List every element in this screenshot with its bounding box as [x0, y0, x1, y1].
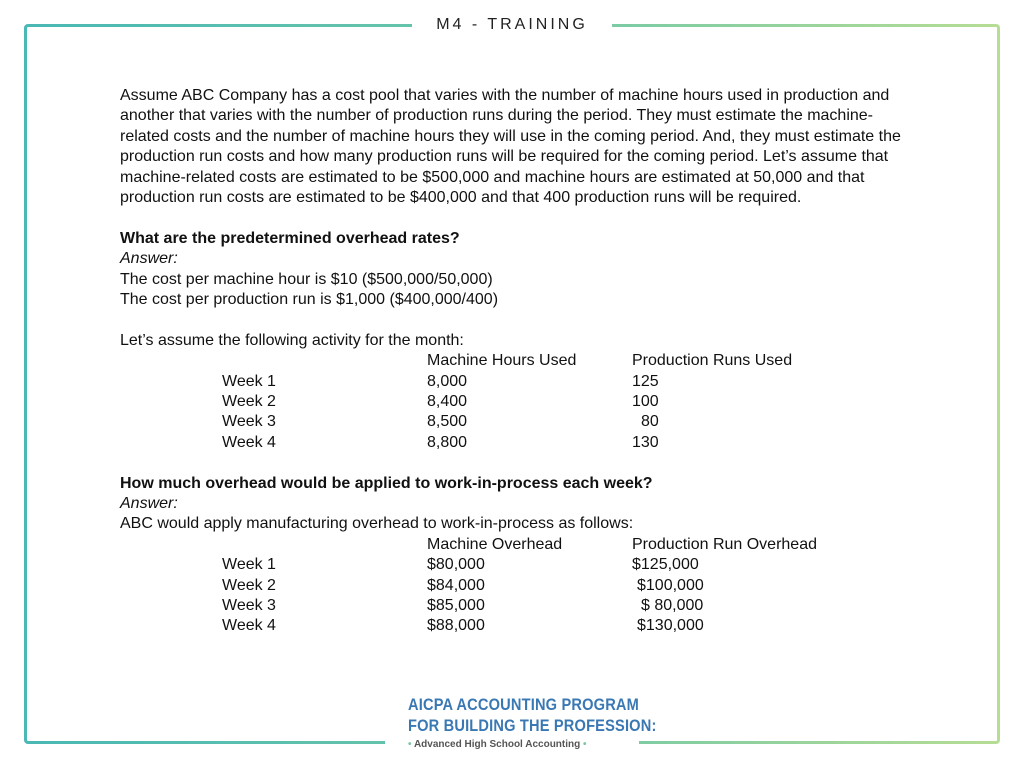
- overhead-row: [120, 576, 920, 596]
- machine-hours-value: 8,500: [427, 413, 468, 431]
- logo-tagline: Advanced High School Accounting: [413, 739, 581, 750]
- activity-row: [120, 433, 920, 453]
- answer-1-label: Answer:: [120, 250, 178, 268]
- machine-hours-value: 8,800: [427, 433, 468, 451]
- week-label: Week 4: [222, 433, 276, 451]
- logo-line-1: AICPA ACCOUNTING PROGRAM: [408, 695, 640, 714]
- production-runs-value: 125: [632, 372, 659, 390]
- machine-hours-header: Machine Hours Used: [427, 352, 577, 370]
- activity-header-row: [120, 351, 920, 371]
- bullet-icon: •: [408, 739, 412, 750]
- question-2: How much overhead would be applied to work-in-process each week?: [120, 474, 653, 492]
- week-label: Week 3: [222, 413, 276, 431]
- activity-row: [120, 392, 920, 412]
- machine-hours-value: 8,000: [427, 372, 468, 390]
- answer-1-line: The cost per machine hour is $10 ($500,000/50,000): [120, 270, 493, 288]
- answer-1-line: The cost per production run is $1,000 ($400,000/400): [120, 291, 499, 309]
- production-runs-value: 100: [632, 393, 659, 411]
- week-label: Week 3: [222, 596, 276, 614]
- intro-paragraph: Assume ABC Company has a cost pool that varies with the number of machine hours used in production and another that varies with the number of production runs during the period. They must estimate the machine-related costs and the number of machine hours they will use in the coming period. And, they must estimate the production run costs and how many production runs will be required for the coming period. Let’s assume that machine-related costs are estimated to be $500,000 and machine hours are estimated at 50,000 and that production run costs are estimated to be $400,000 and that 400 production runs will be required.: [120, 87, 901, 207]
- production-runs-header: Production Runs Used: [632, 352, 793, 370]
- overhead-row: [120, 555, 920, 575]
- activity-row: [120, 372, 920, 392]
- production-run-overhead-value: $ 80,000: [641, 596, 704, 614]
- week-label: Week 1: [222, 372, 276, 390]
- production-run-overhead-value: $100,000: [637, 576, 704, 594]
- machine-overhead-value: $84,000: [427, 576, 485, 594]
- machine-overhead-header: Machine Overhead: [427, 535, 563, 553]
- aicpa-logo: [408, 694, 657, 750]
- question-1: What are the predetermined overhead rates?: [120, 229, 460, 247]
- production-run-overhead-value: $130,000: [637, 617, 704, 635]
- production-run-overhead-value: $125,000: [632, 556, 699, 574]
- machine-overhead-value: $85,000: [427, 596, 485, 614]
- machine-overhead-value: $88,000: [427, 617, 485, 635]
- overhead-row: [120, 616, 920, 636]
- production-runs-value: 80: [641, 413, 659, 431]
- logo-line-3: [408, 739, 638, 750]
- machine-hours-value: 8,400: [427, 393, 468, 411]
- overhead-row: [120, 596, 920, 616]
- production-runs-value: 130: [632, 433, 659, 451]
- activity-intro: Let’s assume the following activity for the month:: [120, 331, 464, 349]
- week-label: Week 1: [222, 556, 276, 574]
- production-run-overhead-header: Production Run Overhead: [632, 535, 817, 553]
- overhead-header-row: [120, 535, 920, 555]
- slide-title: M4 - TRAINING: [436, 16, 588, 33]
- activity-row: [120, 412, 920, 432]
- week-label: Week 4: [222, 617, 276, 635]
- bullet-icon: •: [583, 739, 587, 750]
- logo-line-2: FOR BUILDING THE PROFESSION:: [408, 716, 657, 735]
- slide-content: [120, 86, 920, 637]
- week-label: Week 2: [222, 576, 276, 594]
- week-label: Week 2: [222, 393, 276, 411]
- answer-2-line: ABC would apply manufacturing overhead to work-in-process as follows:: [120, 515, 634, 533]
- machine-overhead-value: $80,000: [427, 556, 485, 574]
- answer-2-label: Answer:: [120, 495, 178, 512]
